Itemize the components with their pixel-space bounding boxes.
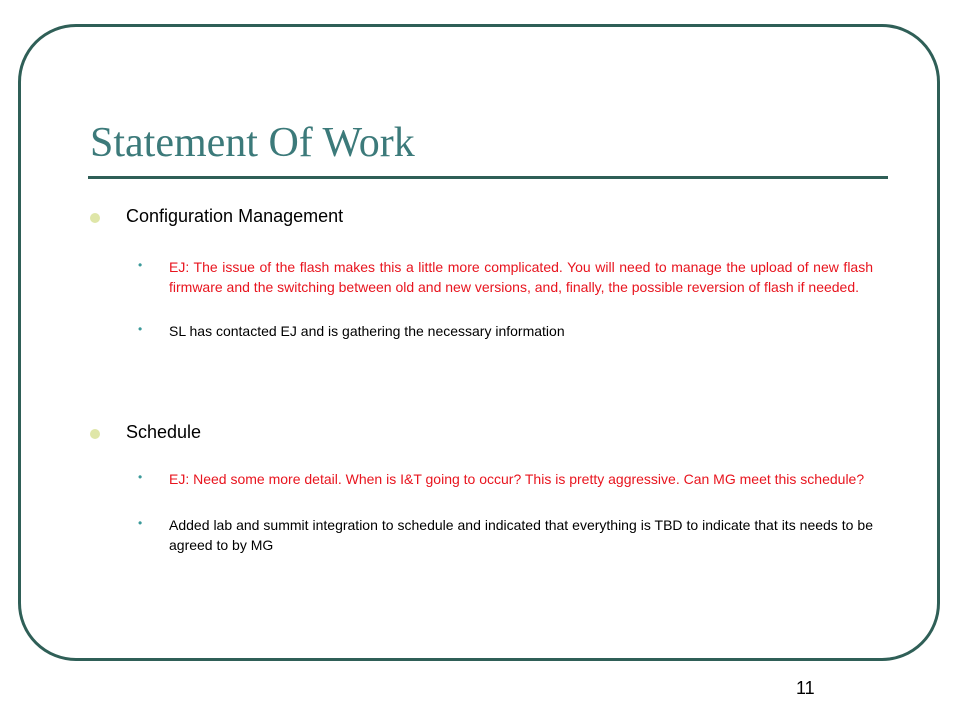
small-dot-icon: •: [138, 258, 143, 272]
sub-bullet-text: EJ: The issue of the flash makes this a little more complicated. You will need to manage the upload of new flash firmware and the switching between old and new versions, and, finally, the possible reversion of flash if needed.: [169, 259, 873, 295]
section-heading: Schedule: [126, 422, 202, 442]
section-schedule: [88, 420, 888, 555]
sub-bullet: [88, 469, 888, 489]
sub-bullet-text: Added lab and summit integration to schedule and indicated that everything is TBD to indicate that its needs to be agreed to by MG: [169, 517, 873, 553]
title-divider: [88, 176, 888, 179]
bullet-heading: [88, 204, 888, 228]
sub-bullet: [88, 515, 888, 555]
bullet-heading: [88, 420, 888, 444]
section-configuration-management: [88, 204, 888, 341]
dot-icon: [90, 429, 100, 439]
small-dot-icon: •: [138, 516, 143, 530]
page-number: 11: [796, 678, 815, 698]
sub-bullet-text: SL has contacted EJ and is gathering the necessary information: [169, 323, 565, 339]
sub-bullet: [88, 321, 888, 341]
small-dot-icon: •: [138, 322, 143, 336]
sub-bullet-text: EJ: Need some more detail. When is I&T going to occur? This is pretty aggressive. Can MG meet this schedule?: [169, 471, 865, 487]
small-dot-icon: •: [138, 470, 143, 484]
dot-icon: [90, 213, 100, 223]
slide-title: Statement Of Work: [90, 120, 415, 166]
section-heading: Configuration Management: [126, 206, 344, 226]
sub-bullet: [88, 257, 888, 297]
